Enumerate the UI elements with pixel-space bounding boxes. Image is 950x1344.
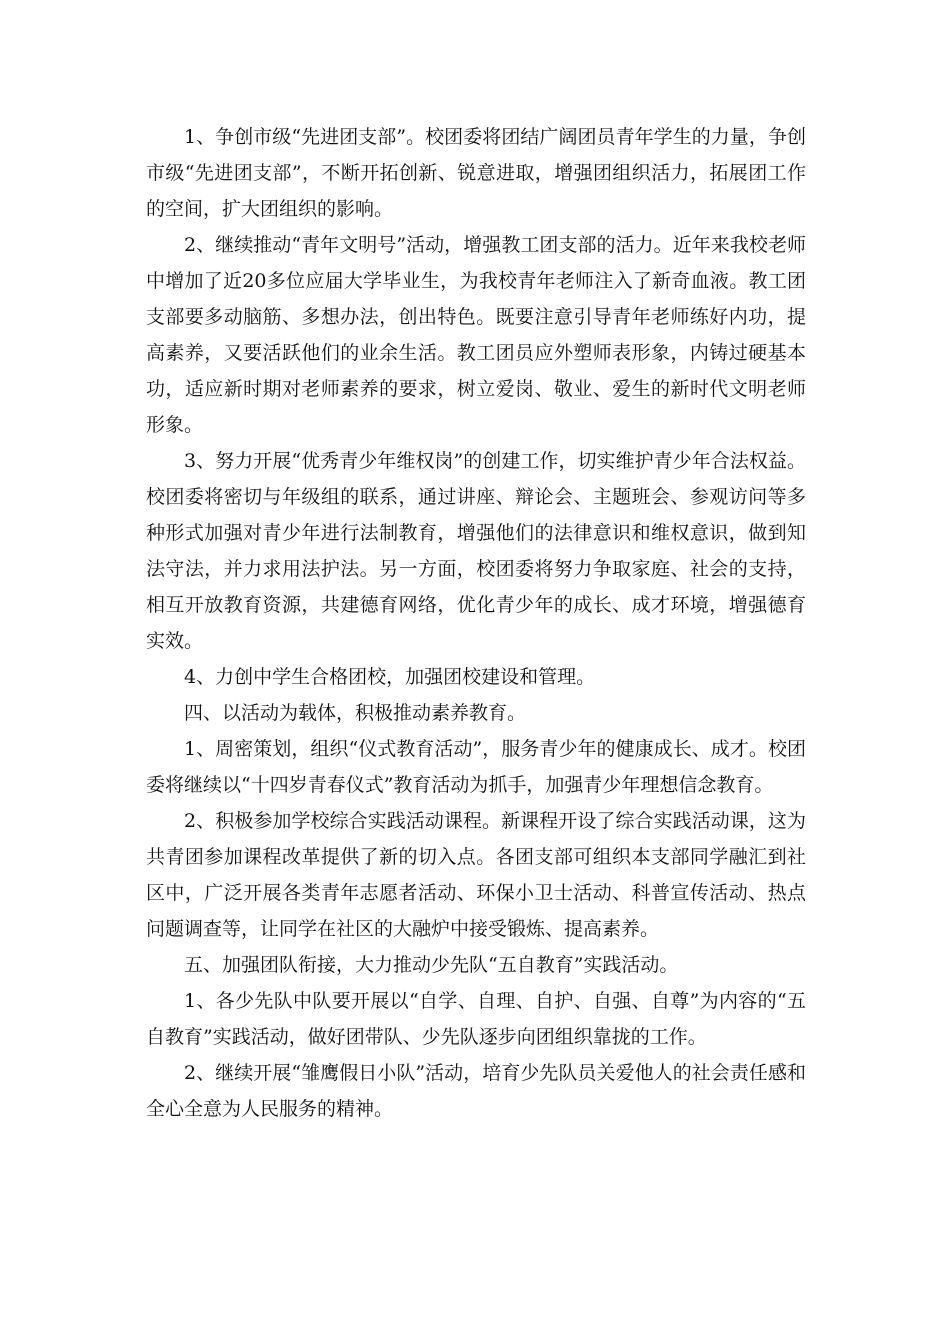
paragraph-1: 1、争创市级“先进团支部”。校团委将团结广阔团员青年学生的力量，争创市级“先进团支部”，不断开拓创新、锐意进取，增强团组织活力，拓展团工作的空间，扩大团组织的影响。	[146, 126, 806, 220]
paragraph-2: 2、继续推动“青年文明号”活动，增强教工团支部的活力。近年来我校老师中增加了近20多位应届大学毕业生，为我校青年老师注入了新奇血液。教工团支部要多动脑筋、多想办法，创出特色。既要注意引导青年老师练好内功，提高素养，又要活跃他们的业余生活。教工团员应外塑师表形象，内铸过硬基本功，适应新时期对老师素养的要求，树立爱岗、敬业、爱生的新时代文明老师形象。	[146, 234, 806, 436]
section-heading-5: 五、加强团队衔接，大力推动少先队“五自教育”实践活动。	[184, 954, 679, 976]
paragraph-4: 4、力创中学生合格团校，加强团校建设和管理。	[184, 666, 596, 688]
paragraph-8: 2、继续开展“雏鹰假日小队”活动，培育少先队员关爱他人的社会责任感和全心全意为人民服务的精神。	[146, 1062, 806, 1120]
paragraph-7: 1、各少先队中队要开展以“自学、自理、自护、自强、自尊”为内容的“五自教育”实践活动，做好团带队、少先队逐步向团组织靠拢的工作。	[146, 990, 806, 1048]
paragraph-6: 2、积极参加学校综合实践活动课程。新课程开设了综合实践活动课，这为共青团参加课程改革提供了新的切入点。各团支部可组织本支部同学融汇到社区中，广泛开展各类青年志愿者活动、环保小卫士活动、科普宣传活动、热点问题调查等，让同学在社区的大融炉中接受锻炼、提高素养。	[146, 810, 806, 940]
document-body	[146, 119, 806, 1127]
section-heading-4: 四、以活动为载体，积极推动素养教育。	[184, 702, 527, 724]
paragraph-5: 1、周密策划，组织“仪式教育活动”，服务青少年的健康成长、成才。校团委将继续以“十四岁青春仪式”教育活动为抓手，加强青少年理想信念教育。	[146, 738, 806, 796]
paragraph-3: 3、努力开展“优秀青少年维权岗”的创建工作，切实维护青少年合法权益。校团委将密切与年级组的联系，通过讲座、辩论会、主题班会、参观访问等多种形式加强对青少年进行法制教育，增强他们的法律意识和维权意识，做到知法守法，并力求用法护法。另一方面，校团委将努力争取家庭、社会的支持，相互开放教育资源，共建德育网络，优化青少年的成长、成才环境，增强德育实效。	[146, 450, 806, 652]
